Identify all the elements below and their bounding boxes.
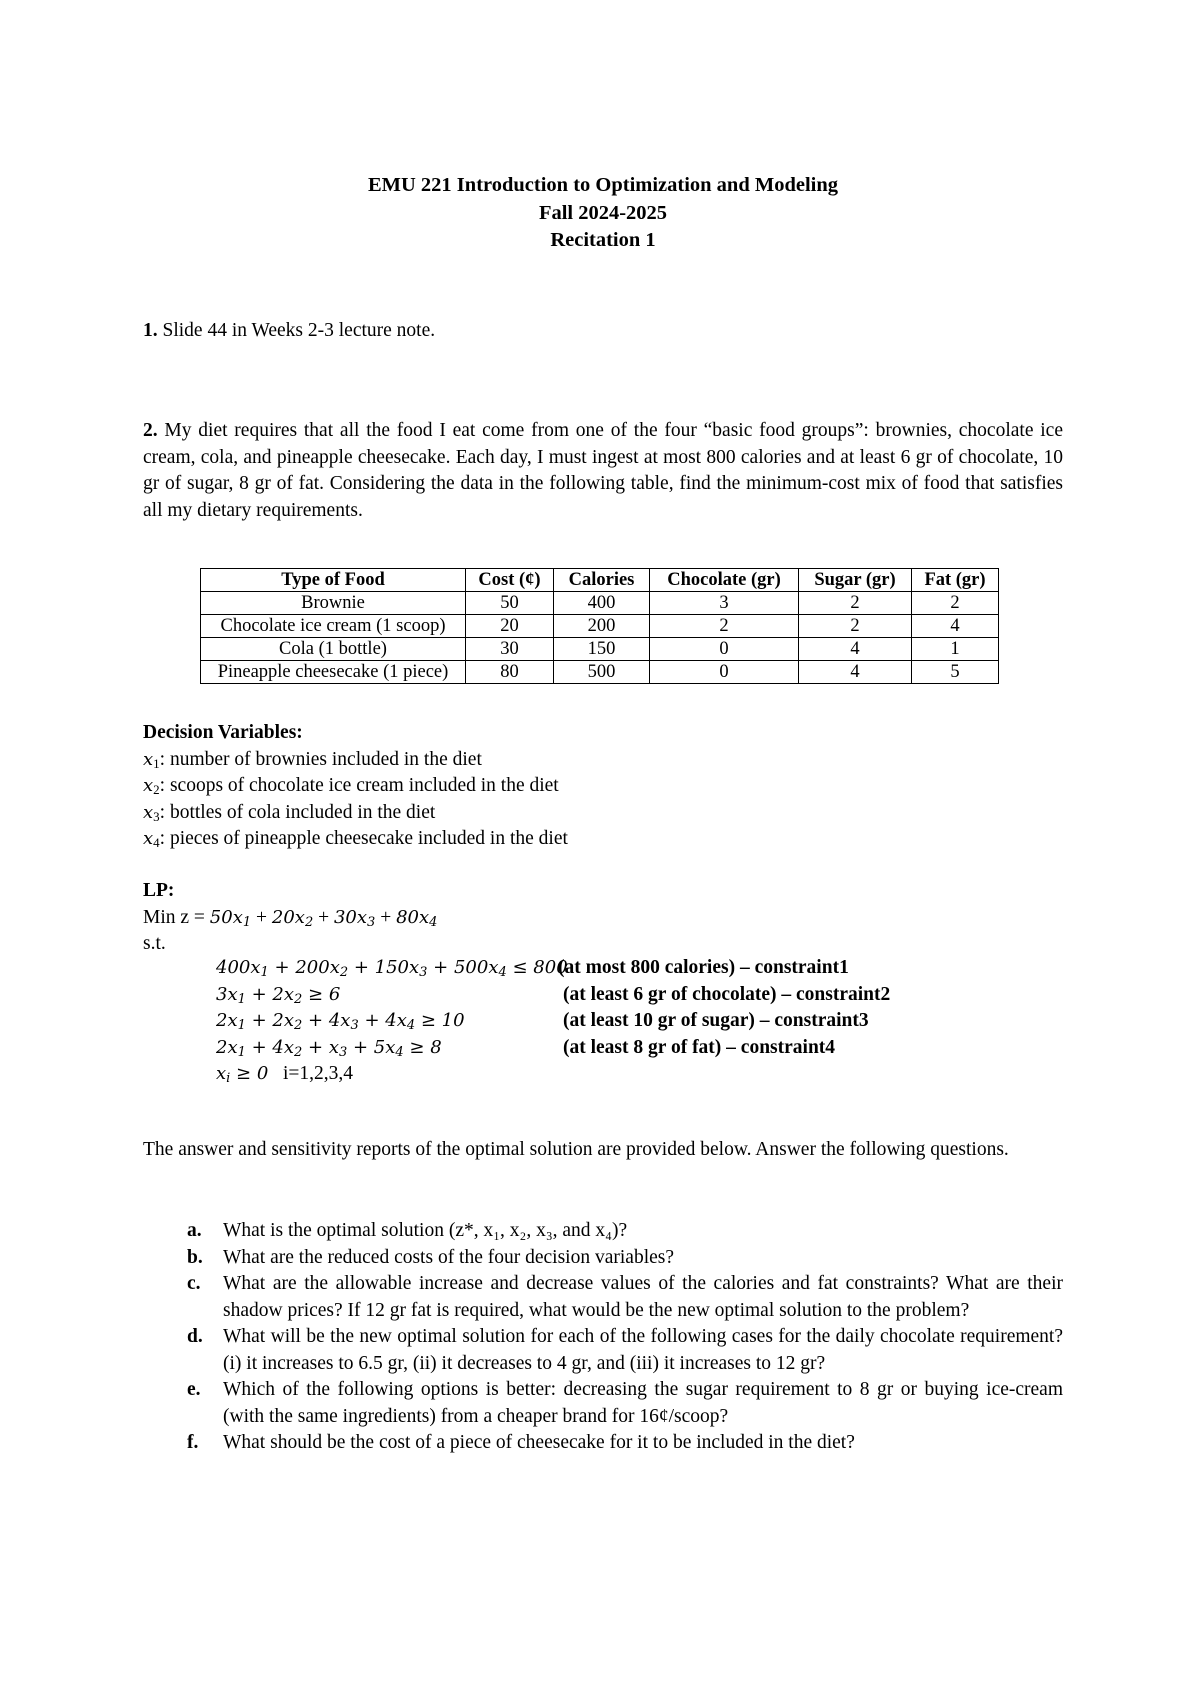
lp-heading: LP: (143, 880, 175, 901)
cell-sugar: 4 (799, 638, 912, 661)
question-text: What will be the new optimal solution for each of the following cases for the daily chocolate requirement? (i) it increases to 6.5 gr, (ii) it decreases to 4 gr, and (iii) it increases to 12 gr? (223, 1326, 1063, 1374)
decision-variable-text: : scoops of chocolate ice cream included in the diet (159, 775, 559, 796)
cell-calories: 150 (554, 638, 650, 661)
cell-food: Brownie (201, 592, 466, 615)
term: Fall 2024-2025 (538, 201, 668, 224)
col-header-chocolate: Chocolate (gr) (650, 569, 799, 592)
constraint-2-note: (at least 6 gr of chocolate) – constraint2 (563, 983, 891, 1005)
var-subscript: 2 (153, 782, 160, 797)
cell-chocolate: 3 (650, 592, 799, 615)
var-x: x (143, 828, 154, 849)
cell-sugar: 4 (799, 661, 912, 684)
nonnegativity-constraint: $x_i \ge 0$ i=1,2,3,4 (216, 1063, 353, 1086)
question-2-number: 2. (143, 420, 158, 441)
cell-chocolate: 0 (650, 661, 799, 684)
cell-fat: 2 (912, 592, 999, 615)
table-row (201, 638, 999, 661)
subject-to: s.t. (143, 933, 166, 954)
question-label: e. (187, 1379, 201, 1400)
constraint-2: $3x_1 + 2x_2 \ge 6$ (at least 6 gr of chocolate) – constraint2 (216, 983, 891, 1007)
lp-model (143, 878, 437, 958)
cell-cost: 50 (466, 592, 554, 615)
question-d (143, 1324, 1063, 1377)
col-header-cost: Cost (¢) (466, 569, 554, 592)
question-e (143, 1377, 1063, 1430)
question-list (143, 1218, 1063, 1457)
decision-variables-heading: Decision Variables: (143, 722, 303, 743)
decision-variable-2 (143, 773, 568, 800)
constraint-3: $2x_1 + 2x_2 + 4x_3 + 4x_4 \ge 10$ (at least 10 gr of sugar) – constraint3 (216, 1010, 869, 1033)
cell-calories: 200 (554, 615, 650, 638)
decision-variable-text: : number of brownies included in the diet (159, 748, 482, 770)
table-row (201, 592, 999, 615)
course-title: EMU 221 Introduction to Optimization and Modeling (367, 174, 839, 196)
col-header-food: Type of Food (201, 569, 466, 592)
var-x: x (143, 748, 154, 770)
reports-intro: The answer and sensitivity reports of the optimal solution are provided below. Answer the following questions. (143, 1139, 1009, 1160)
question-text: What are the allowable increase and decrease values of the calories and fat constraints? What are their shadow prices? If 12 gr fat is required, what would be the new optimal solution to the problem? (223, 1273, 1063, 1321)
decision-variables (143, 720, 568, 853)
document-title (143, 172, 1063, 255)
col-header-fat: Fat (gr) (912, 569, 999, 592)
question-text: What is the optimal solution (z*, x₁, x₂, x₃, and x₄)? (223, 1220, 628, 1241)
constraint-4-note: (at least 8 gr of fat) – constraint4 (563, 1036, 836, 1058)
var-subscript: 1 (153, 755, 160, 771)
question-1 (143, 318, 435, 345)
cell-chocolate: 2 (650, 615, 799, 638)
decision-variable-1 (143, 747, 568, 774)
constraint-1: $400x_1 + 200x_2 + 150x_3 + 500x_4 \le 800$ (at most 800 calories) – constraint1 (216, 957, 849, 980)
cell-food: Cola (1 bottle) (201, 638, 466, 661)
question-a (143, 1218, 1063, 1245)
question-label: f. (187, 1432, 199, 1453)
question-text: What are the reduced costs of the four decision variables? (223, 1246, 675, 1268)
constraint-1-note: (at most 800 calories) – constraint1 (558, 957, 849, 978)
var-x: x (143, 801, 154, 823)
decision-variable-text: : pieces of pineapple cheesecake included in the diet (159, 828, 568, 849)
question-text: What should be the cost of a piece of cheesecake for it to be included in the diet? (223, 1432, 855, 1453)
cell-food: Pineapple cheesecake (1 piece) (201, 661, 466, 684)
question-label: c. (187, 1273, 201, 1294)
objective-prefix: Min z = (143, 906, 210, 928)
question-1-number: 1. (143, 320, 158, 341)
var-subscript: 3 (153, 808, 160, 824)
food-data-table (200, 568, 999, 684)
constraints (216, 955, 891, 1088)
question-f (143, 1430, 1063, 1457)
question-2 (143, 418, 1063, 524)
constraint-4: $2x_1 + 4x_2 + x_3 + 5x_4 \ge 8$ (at least 8 gr of fat) – constraint4 (216, 1036, 836, 1060)
constraint-3-note: (at least 10 gr of sugar) – constraint3 (563, 1010, 869, 1031)
question-label: d. (187, 1326, 203, 1347)
col-header-sugar: Sugar (gr) (799, 569, 912, 592)
cell-calories: 500 (554, 661, 650, 684)
cell-cost: 20 (466, 615, 554, 638)
cell-calories: 400 (554, 592, 650, 615)
table-row (201, 615, 999, 638)
decision-variable-3 (143, 800, 568, 827)
cell-sugar: 2 (799, 615, 912, 638)
recitation-title: Recitation 1 (550, 229, 656, 251)
question-b (143, 1245, 1063, 1272)
col-header-calories: Calories (554, 569, 650, 592)
question-label: a. (187, 1220, 202, 1241)
table-header-row (201, 569, 999, 592)
question-text: Which of the following options is better: decreasing the sugar requirement to 8 gr or buying ice-cream (with the same ingredients) from a cheaper brand for 16¢/scoop? (223, 1379, 1063, 1427)
nonneg-index: i=1,2,3,4 (282, 1063, 353, 1084)
cell-food: Chocolate ice cream (1 scoop) (201, 615, 466, 638)
cell-cost: 80 (466, 661, 554, 684)
table-row (201, 661, 999, 684)
var-x: x (143, 775, 154, 796)
question-2-text: My diet requires that all the food I eat come from one of the four “basic food groups”: brownies, chocolate ice cream, cola, and pineapple cheesecake. Each day, I must ingest at most 800 calories and at least 6 gr of chocolate, 10 gr of sugar, 8 gr of fat. Considering the data in the following table, find the minimum-cost mix of food that satisfies all my dietary requirements. (143, 420, 1063, 521)
decision-variable-4 (143, 826, 568, 853)
cell-cost: 30 (466, 638, 554, 661)
question-c (143, 1271, 1063, 1324)
cell-fat: 5 (912, 661, 999, 684)
var-subscript: 4 (153, 835, 160, 850)
question-label: b. (187, 1246, 203, 1268)
question-1-text: Slide 44 in Weeks 2-3 lecture note. (157, 320, 436, 341)
decision-variable-text: : bottles of cola included in the diet (159, 801, 436, 823)
cell-fat: 4 (912, 615, 999, 638)
cell-sugar: 2 (799, 592, 912, 615)
cell-chocolate: 0 (650, 638, 799, 661)
objective-function: Min $z = 50x_1 + 20x_2 + 30x_3 + 80x_4$ (143, 906, 438, 930)
cell-fat: 1 (912, 638, 999, 661)
